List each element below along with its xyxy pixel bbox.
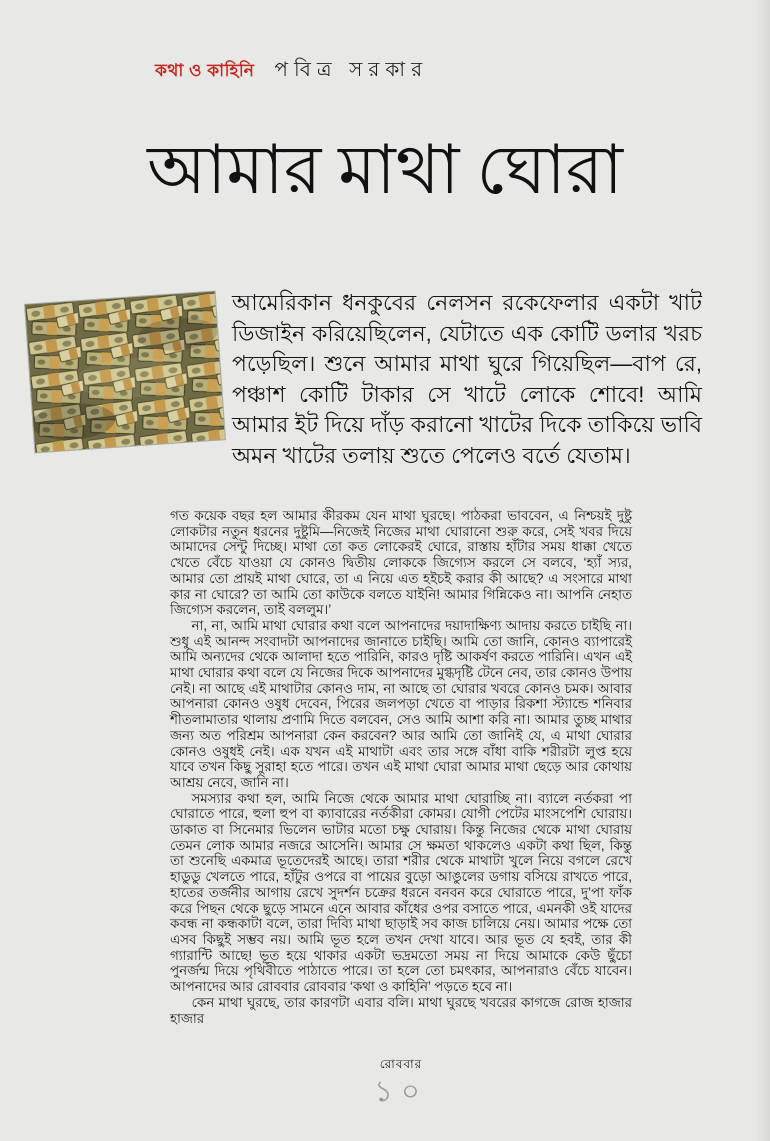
body-paragraph-2: না, না, আমি মাথা ঘোরার কথা বলে আপনাদের দয়াদাক্ষিণ্য আদায় করতে চাইছি না। শুধু এই আনন্দ সংবাদটা আপনাদের জানাতে চাইছি। আমি তো জানি, কোনও ব্যাপারেই আমি অন্যদের থেকে আলাদা হতে পারিনি, কারও দৃষ্টি আকর্ষণ করতে পারিনি। এখন এই মাথা ঘোরার কথা বলে যে নিজের দিকে আপনাদের মুগ্ধদৃষ্টি টেনে নেব, তার কোনও উপায় নেই। না আছে এই মাথাটার কোনও দাম, না আছে তা ঘোরার খবরে কোনও চমক। আবার আপনারা কোনও ওষুধ দেবেন, পিরের জলপড়া খেতে বা পাড়ার রিকশা স্ট্যান্ডে শনিবার শীতলামাতার থালায় প্রণামি দিতে বলবেন, সেও আমি আশা করি না। আমার তুচ্ছ মাথার জন্য অত পরিশ্রম আপনারা কেন করবেন? আর আমি তো জানিই যে, এ মাথা ঘোরার কোনও ওষুধই নেই। এক যখন এই মাথাটা এবং তার সঙ্গে বাঁধা বাকি শরীরটা লুপ্ত হয়ে যাবে তখন কিছু সুরাহা হতে পারে। তখন এই মাথা ঘোরা আমার মাথা ছেড়ে আর কোথায় আশ্রয় নেবে, জানি না। — [170, 617, 632, 790]
body-paragraph-3: সমস্যার কথা হল, আমি নিজে থেকে আমার মাথা ঘোরাচ্ছি না। ব্যালে নর্তকরা পা ঘোরাতে পারে, হুলা হুপ বা ক্যাবারের নর্তকীরা কোমর। যোগী পেটের মাংসপেশি ঘোরায়। ডাকাত বা সিনেমার ভিলেন ভাটার মতো চক্ষু ঘোরায়। কিন্তু নিজের থেকে মাথা ঘোরায় তেমন লোক আমার নজরে আসেনি। আমার সে ক্ষমতা থাকলেও একটা কথা ছিল, কিন্তু তা শুনেছি একমাত্র ভূতেদেরই আছে। তারা শরীর থেকে মাথাটা খুলে নিয়ে বগলে রেখে হাডুডু খেলতে পারে, হাঁটুর ওপরে বা পায়ের বুড়ো আঙুলের ডগায় বসিয়ে রাখতে পারে, হাতের তর্জনীর আগায় রেখে সুদর্শন চক্রের ধরনে বনবন করে ঘোরাতে পারে, দু’পা ফাঁক করে পিছন থেকে ছুড়ে সামনে এনে আবার কাঁধের ওপর বসাতে পারে, এমনকী ওই যাদের কবন্ধ না কন্ধকাটা বলে, তারা দিব্যি মাথা ছাড়াই সব কাজ চালিয়ে নেয়। আমার পক্ষে তো এসব কিছুই সম্ভব নয়। আমি ভূত হলে তখন দেখা যাবে। আর ভূত যে হবই, তার কী গ্যারান্টি আছে! ভূত হয়ে থাকার একটা ভদ্রমতো সময় না দিয়ে আমাকে কেউ ছুঁচো পুনর্জন্ম দিয়ে পৃথিবীতে পাঠাতে পারে। তা হলে তো চমৎকার, আপনারাও বেঁচে যাবেন। আপনাদের আর রোববার রোববার ‘কথা ও কাহিনি’ পড়তে হবে না। — [170, 790, 632, 995]
page-number: ১০ — [374, 1076, 428, 1108]
lead-paragraph: আমেরিকান ধনকুবের নেলসন রকেফেলার একটা খাট ডিজাইন করিয়েছিলেন, যেটাতে এক কোটি ডলার খরচ পড়েছিল। শুনে আমার মাথা ঘুরে গিয়েছিল—বাপ রে, পঞ্চাশ কোটি টাকার সে খাটে লোকে শোবে! আমি আমার ইট দিয়ে দাঁড় করানো খাটের দিকে তাকিয়ে ভাবি অমন খাটের তলায় শুতে পেলেও বর্তে যেতাম। — [232, 290, 702, 468]
section-label: কথা ও কাহিনি — [155, 61, 255, 80]
money-photo — [25, 292, 225, 453]
body-paragraph-1: গত কয়েক বছর হল আমার কীরকম যেন মাথা ঘুরছে। পাঠকরা ভাববেন, এ নিশ্চয়ই দুষ্টু লোকটার নতুন ধরনের দুষ্টুমি—নিজেই নিজের মাথা ঘোরানো শুরু করে, সেই খবর দিয়ে আমাদের সেন্টু দিচ্ছে। মাথা তো কত লোকেরই ঘোরে, রাস্তায় হাঁটার সময় ধাক্কা খেতে খেতে বেঁচে যাওয়া যে কোনও দ্বিতীয় লোককে জিগ্যেস করলে সে বলবে, ‘হ্যাঁ স্যর, আমার তো প্রায়ই মাথা ঘোরে, তা এ নিয়ে এত হইচই করার কী আছে? এ সংসারে মাথা কার না ঘোরে? তা আমি তো কাউকে বলতে যাইনি! আমার গিন্নিকেও না। আপনি নেহাত জিগ্যেস করলেন, তাই বললুম।’ — [170, 508, 632, 618]
article-title: আমার মাথা ঘোরা — [147, 132, 623, 208]
money-photo-art — [25, 292, 225, 453]
article-body — [170, 508, 632, 1026]
page-header — [155, 55, 428, 88]
author-name: পবিত্র সরকার — [274, 59, 429, 81]
body-paragraph-4: কেন মাথা ঘুরছে, তার কারণটা এবার বলি। মাথা ঘুরছে খবরের কাগজে রোজ হাজার হাজার — [170, 994, 632, 1026]
magazine-name: রোববার — [379, 1057, 423, 1071]
page-footer — [170, 1056, 632, 1107]
